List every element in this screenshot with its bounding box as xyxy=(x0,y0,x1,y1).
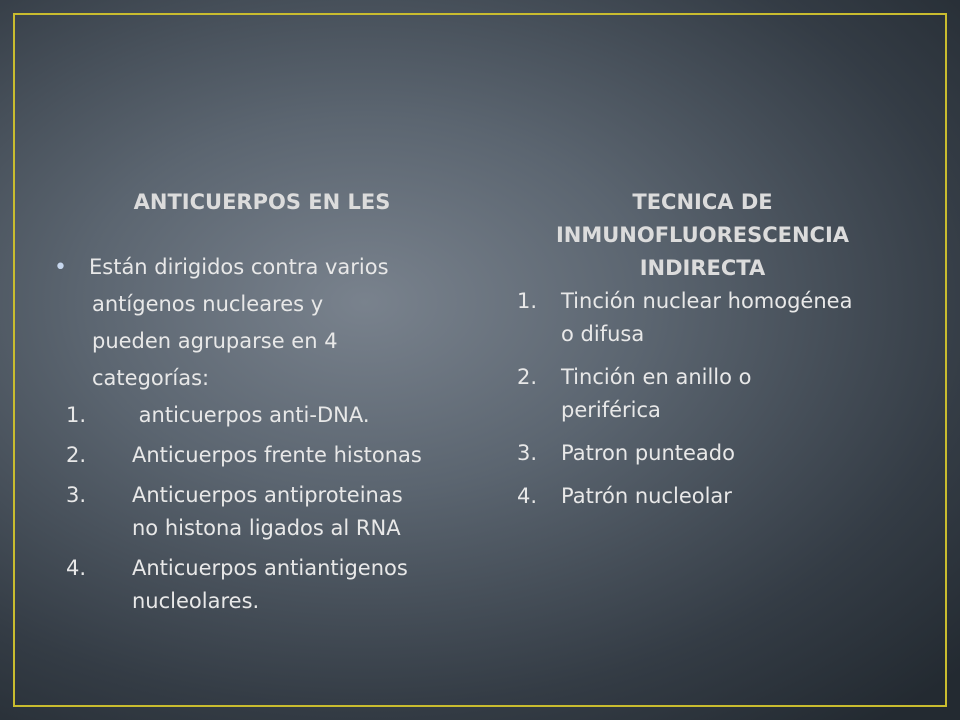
list-item-text: Tinción nuclear homogénea xyxy=(561,289,853,313)
right-heading-line: INMUNOFLUORESCENCIA xyxy=(555,223,850,247)
right-heading-line: INDIRECTA xyxy=(639,256,766,280)
list-item xyxy=(66,399,472,432)
left-column xyxy=(52,186,472,625)
list-number: 4. xyxy=(66,556,87,580)
list-number: 4. xyxy=(517,484,538,508)
list-number: 2. xyxy=(517,365,538,389)
list-item-text: no histona ligados al RNA xyxy=(132,516,401,540)
list-item-text: periférica xyxy=(561,398,661,422)
list-item xyxy=(66,439,472,472)
left-numbered-list xyxy=(52,399,472,618)
bullet-line: categorías: xyxy=(92,366,210,390)
list-item-text: Patron punteado xyxy=(561,441,735,465)
list-item xyxy=(517,480,910,513)
right-numbered-list xyxy=(495,285,910,513)
right-heading xyxy=(495,186,910,285)
list-item xyxy=(66,479,472,545)
bullet-line: pueden agruparse en 4 xyxy=(92,329,338,353)
right-column xyxy=(495,186,910,523)
list-item-text: o difusa xyxy=(561,322,645,346)
list-item-text: anticuerpos anti-DNA. xyxy=(132,403,370,427)
list-item-text: Anticuerpos antiantigenos xyxy=(132,556,408,580)
bullet-line: antígenos nucleares y xyxy=(92,292,324,316)
list-item-text: nucleolares. xyxy=(132,589,260,613)
list-item xyxy=(517,437,910,470)
list-item-text: Tinción en anillo o xyxy=(561,365,752,389)
bullet-item xyxy=(52,249,472,397)
list-item xyxy=(517,361,910,427)
bullet-text xyxy=(89,249,472,397)
bullet-line: Están dirigidos contra varios xyxy=(89,255,389,279)
list-item xyxy=(517,285,910,351)
list-number: 1. xyxy=(66,403,87,427)
left-heading: ANTICUERPOS EN LES xyxy=(133,190,391,214)
list-item xyxy=(66,552,472,618)
list-number: 1. xyxy=(517,289,538,313)
right-heading-line: TECNICA DE xyxy=(632,190,773,214)
list-item-text: Patrón nucleolar xyxy=(561,484,732,508)
bullet-dot-icon: • xyxy=(54,255,67,280)
list-number: 3. xyxy=(517,441,538,465)
list-number: 3. xyxy=(66,483,87,507)
list-item-text: Anticuerpos antiproteinas xyxy=(132,483,403,507)
list-number: 2. xyxy=(66,443,87,467)
list-item-text: Anticuerpos frente histonas xyxy=(132,443,422,467)
